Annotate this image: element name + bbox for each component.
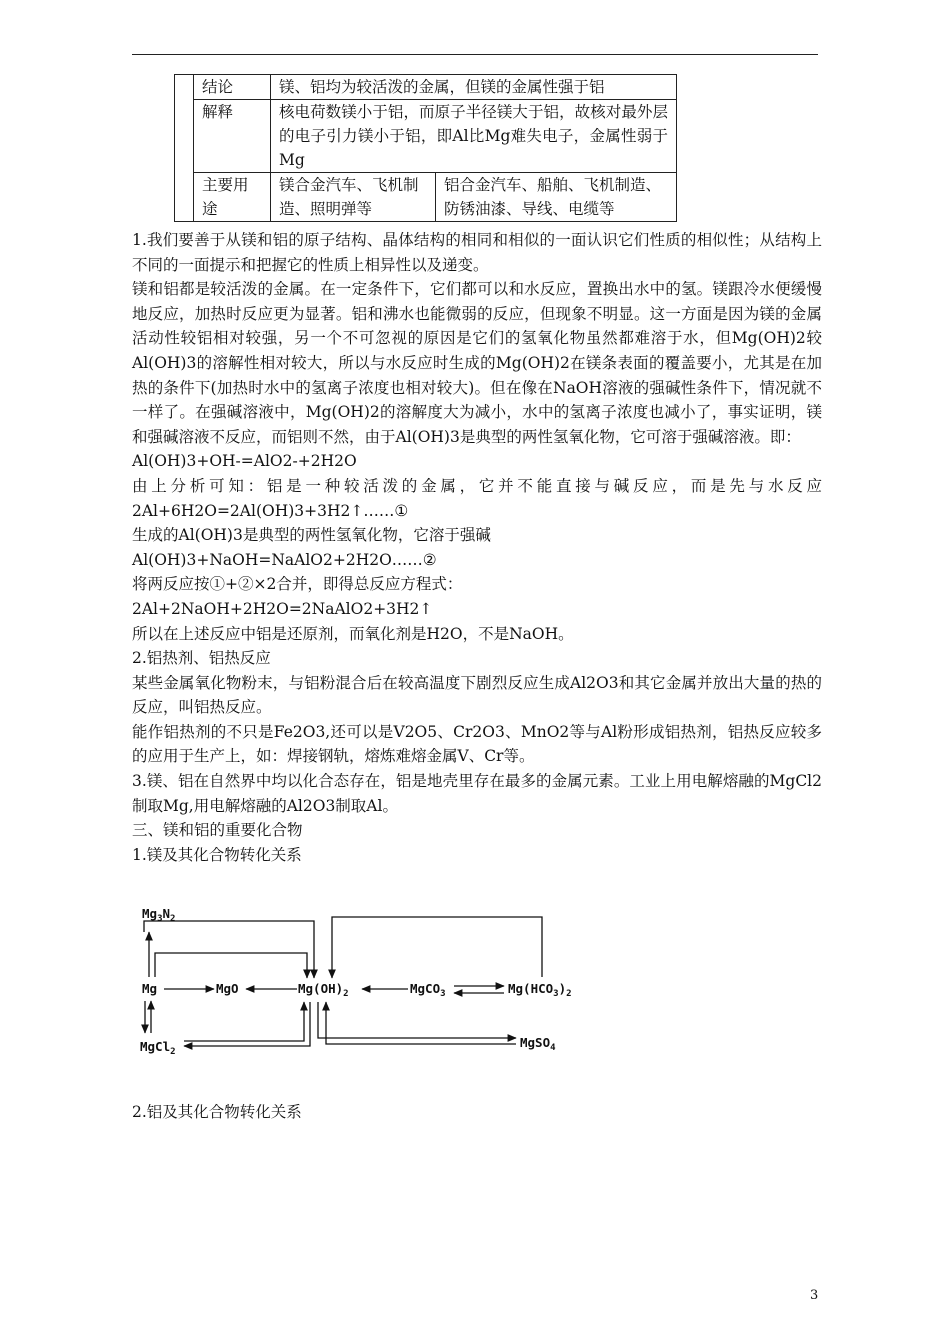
paragraph: 由上分析可知：铝是一种较活泼的金属，它并不能直接与碱反应，而是先与水反应 (132, 476, 822, 495)
row-header: 解释 (194, 100, 271, 173)
node-mgo: MgO (216, 981, 239, 996)
equation: Al(OH)3+OH-=AlO2-+2H2O (132, 452, 357, 471)
mg-use-cell: 镁合金汽车、飞机制造、照明弹等 (271, 173, 436, 222)
header-rule (132, 54, 818, 55)
arrow-mgoh2-to-mgcl2 (184, 1002, 310, 1046)
node-mgoh2: $Mg(OH)_2$ (298, 981, 349, 999)
row-header: 结论 (194, 75, 271, 100)
node-mgco3: MgCO$_3$ (410, 981, 446, 999)
paragraph: 能作铝热剂的不只是Fe2O3,还可以是V2O5、Cr2O3、MnO2等与Al粉形成铝热剂，铝热反应较多的应用于生产上，如：焊接钢轨，熔炼难熔金属V、Cr等。 (132, 722, 822, 766)
paragraph: 某些金属氧化物粉末，与铝粉混合后在较高温度下剧烈反应生成Al2O3和其它金属并放出大量的热的反应，叫铝热反应。 (132, 673, 822, 717)
section-heading: 三、镁和铝的重要化合物 (132, 821, 303, 840)
node-mg: Mg (142, 981, 158, 996)
table-row (175, 75, 677, 100)
row-header: 主要用途 (194, 173, 271, 222)
diagram-svg (132, 905, 592, 1055)
arrow-mg3n2-to-mgoh2 (144, 921, 314, 978)
mg-conversion-diagram (132, 905, 592, 1059)
equation: Al(OH)3+NaOH=NaAlO2+2H2O……② (132, 550, 437, 569)
al-use-cell: 铝合金汽车、船舶、飞机制造、防锈油漆、导线、电缆等 (436, 173, 677, 222)
node-mgso4: MgSO$_4$ (520, 1035, 556, 1053)
comparison-table (174, 74, 677, 222)
equation: 2Al+6H2O=2Al(OH)3+3H2↑……① (132, 501, 409, 520)
node-mghco3: $Mg(HCO_3)_2$ (508, 981, 572, 999)
arrow-mg-to-mgoh2 (155, 953, 307, 978)
equation: 2Al+2NaOH+2H2O=2NaAlO2+3H2↑ (132, 599, 433, 618)
paragraph: 所以在上述反应中铝是还原剂，而氧化剂是H2O，不是NaOH。 (132, 624, 574, 643)
row-content: 核电荷数镁小于铝，而原子半径镁大于铝，故核对最外层的电子引力镁小于铝，即Al比Mg难失电子，金属性弱于Mg (271, 100, 677, 173)
page-number: 3 (810, 1288, 819, 1303)
node-mg3n2: $Mg_3N_2$ (142, 906, 176, 924)
table-left-cell (175, 75, 194, 222)
paragraph: 将两反应按①+②×2合并，即得总反应方程式： (132, 575, 463, 594)
arrow-mghco3-to-mgoh2 (332, 917, 542, 978)
section-heading: 2.铝及其化合物转化关系 (132, 1103, 302, 1121)
main-text (132, 228, 822, 867)
paragraph: 1.我们要善于从镁和铝的原子结构、晶体结构的相同和相似的一面认识它们性质的相似性；从结构上不同的一面提示和把握它的性质上相异性以及递变。 (132, 231, 822, 274)
arrow-mgcl2-to-mgoh2 (184, 1002, 304, 1041)
table-row (175, 173, 677, 222)
paragraph: 镁和铝都是较活泼的金属。在一定条件下，它们都可以和水反应，置换出水中的氢。镁跟冷水便缓慢地反应，加热时反应更为显著。铝和沸水也能微弱的反应，但现象不明显。这一方面是因为镁的金属活动性较铝相对较强，另一个不可忽视的原因是它们的氢氧化物虽然都难溶于水，但Mg(OH)2较Al(OH)3的溶解性相对较大，所以与水反应时生成的Mg(OH)2在镁条表面的覆盖要小，尤其是在加热的条件下(加热时水中的氢离子浓度也相对较大)。但在像在NaOH溶液的强碱性条件下，情况就不一样了。在强碱溶液中，Mg(OH)2的溶解度大为减小，水中的氢离子浓度也减小了，事实证明，镁和强碱溶液不反应，而铝则不然，由于Al(OH)3是典型的两性氢氧化物，它可溶于强碱溶液。即： (132, 280, 822, 446)
node-mgcl2: MgCl$_2$ (140, 1039, 176, 1055)
table-row (175, 100, 677, 173)
paragraph: 3.镁、铝在自然界中均以化合态存在，铝是地壳里存在最多的金属元素。工业上用电解熔融的MgCl2制取Mg,用电解熔融的Al2O3制取Al。 (132, 772, 822, 815)
row-content: 镁、铝均为较活泼的金属，但镁的金属性强于铝 (271, 75, 677, 100)
arrow-mgoh2-to-mgso4 (318, 1002, 516, 1038)
section-heading: 1.镁及其化合物转化关系 (132, 845, 302, 864)
section-heading: 2.铝热剂、铝热反应 (132, 649, 271, 668)
paragraph: 生成的Al(OH)3是典型的两性氢氧化物，它溶于强碱 (132, 526, 491, 545)
